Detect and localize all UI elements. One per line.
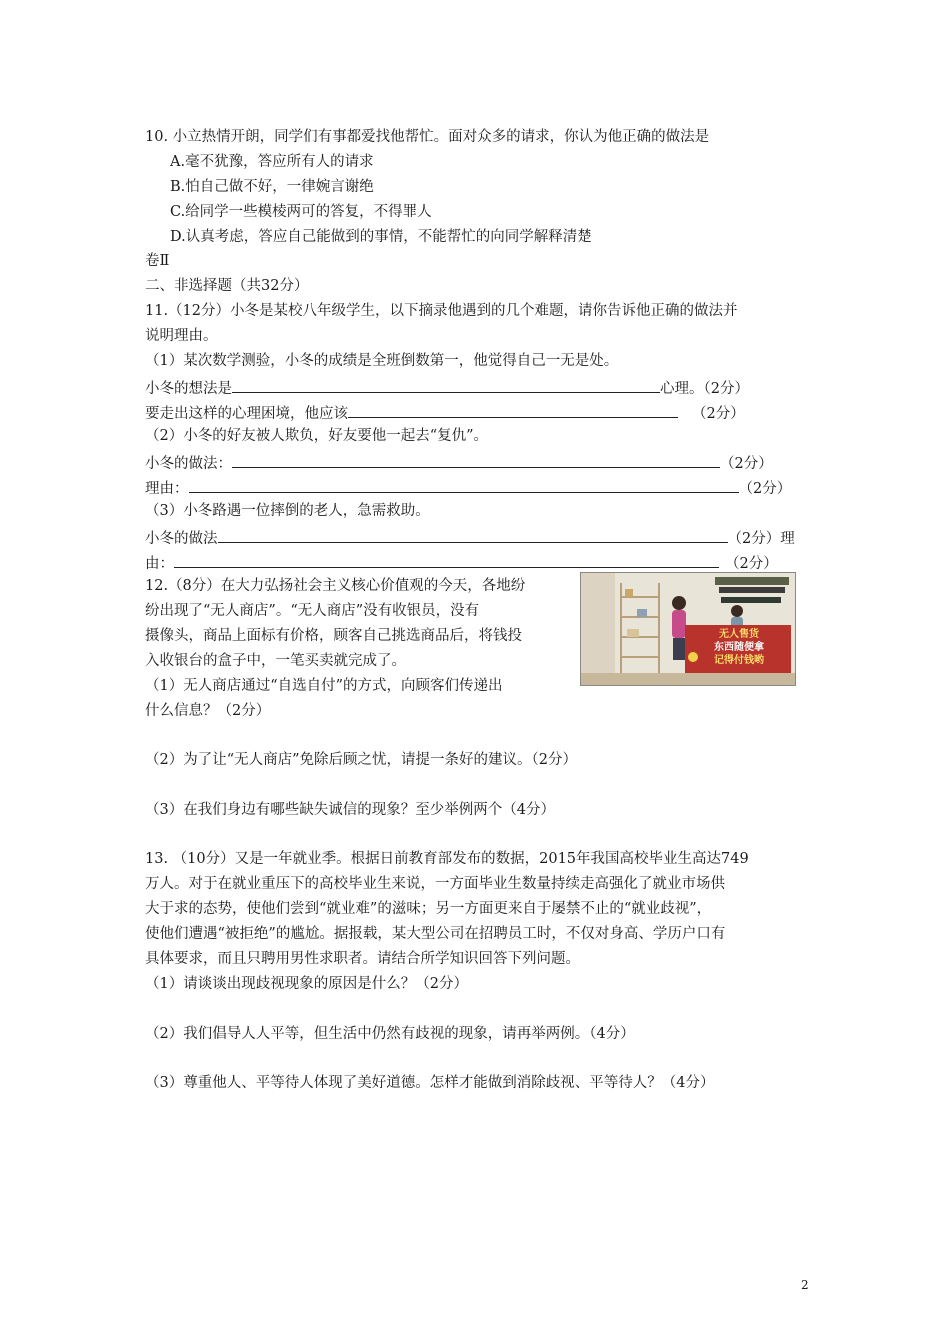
q11-part3-b-suffix: （2分）	[725, 556, 778, 572]
q13-stem-line3: 大于求的态势，使他们尝到“就业难”的滋味；另一方面更来自于屡禁不止的“就业歧视”，	[145, 901, 712, 917]
q11-part1-b-label: 要走出这样的心理困境，他应该	[145, 406, 348, 422]
q10-option-d: D.认真考虑，答应自己能做到的事情，不能帮忙的向同学解释清楚	[170, 229, 592, 245]
q12-stem-line2: 纷出现了“无人商店”。“无人商店”没有收银员，没有	[145, 603, 480, 619]
q11-part2: （2）小冬的好友被人欺负，好友要他一起去“复仇”。	[145, 428, 489, 444]
store-banner-line2: 东西随便拿	[714, 642, 764, 653]
q11-part2-answer-b	[145, 476, 791, 499]
q11-part1-b-blank[interactable]	[348, 401, 678, 418]
q11-part2-a-blank[interactable]	[232, 451, 720, 468]
q12-sub1-line2: 什么信息？（2分）	[145, 703, 271, 719]
q11-part1-a-suffix: 心理。（2分）	[660, 381, 749, 397]
q11-part1: （1）某次数学测验，小冬的成绩是全班倒数第一，他觉得自己一无是处。	[145, 353, 619, 369]
q13-stem-line1: 13. （10分）又是一年就业季。根据日前教育部发布的数据，2015年我国高校毕业生高达749	[145, 851, 749, 867]
q12-sub3: （3）在我们身边有哪些缺失诚信的现象？至少举例两个（4分）	[145, 802, 555, 818]
q11-part2-b-blank[interactable]	[189, 476, 739, 493]
q10-option-a: A.毫不犹豫，答应所有人的请求	[170, 154, 374, 170]
page-number: 2	[801, 1278, 809, 1292]
q10-option-b: B.怕自己做不好，一律婉言谢绝	[170, 179, 374, 195]
store-banner	[689, 628, 789, 667]
q11-part2-b-label: 理由：	[145, 481, 189, 497]
section-title: 二、非选择题（共32分）	[145, 278, 309, 294]
paper-part-label: 卷Ⅱ	[145, 253, 170, 269]
q13-stem-line2: 万人。对于在就业重压下的高校毕业生来说，一方面毕业生数量持续走高强化了就业市场供	[145, 876, 725, 892]
q10-option-c: C.给同学一些模棱两可的答复，不得罪人	[170, 204, 432, 220]
q11-part3-b-label: 由：	[145, 556, 174, 572]
q11-part3-a-blank[interactable]	[218, 526, 728, 543]
q11-part1-a-blank[interactable]	[232, 376, 660, 393]
q11-part1-b-suffix: （2分）	[692, 406, 745, 422]
q12-sub1-line1: （1）无人商店通过“自选自付”的方式，向顾客们传递出	[145, 678, 503, 694]
store-banner-line1: 无人售货	[719, 629, 759, 640]
store-banner-line3: 记得付钱哟	[714, 655, 764, 666]
q11-stem-line2: 说明理由。	[145, 328, 218, 344]
q11-part3-b-blank[interactable]	[174, 551, 719, 568]
q11-part2-a-suffix: （2分）	[720, 456, 773, 472]
q11-part3-answer-b	[145, 551, 778, 574]
q11-part3-a-suffix: （2分）理	[727, 531, 795, 547]
q13-sub1: （1）请谈谈出现歧视现象的原因是什么？（2分）	[145, 976, 468, 992]
q12-sub2: （2）为了让“无人商店”免除后顾之忧，请提一条好的建议。（2分）	[145, 752, 578, 768]
q11-part2-b-suffix: （2分）	[738, 481, 792, 497]
q11-stem-line1: 11.（12分）小冬是某校八年级学生，以下摘录他遇到的几个难题，请你告诉他正确的做法并	[145, 303, 738, 319]
q12-stem-line3: 摄像头，商品上面标有价格，顾客自己挑选商品后，将钱投	[145, 628, 522, 644]
q13-stem-line4: 使他们遭遇“被拒绝”的尴尬。据报载，某大型公司在招聘员工时，不仅对身高、学历户口有	[145, 926, 726, 942]
q11-part1-answer-a	[145, 376, 749, 399]
q11-part3-answer-a	[145, 526, 795, 549]
q11-part1-a-label: 小冬的想法是	[145, 381, 232, 397]
q13-stem-line5: 具体要求，而且只聘用男性求职者。请结合所学知识回答下列问题。	[145, 951, 580, 967]
q11-part2-a-label: 小冬的做法：	[145, 456, 232, 472]
q12-stem-line4: 入收银台的盒子中，一笔买卖就完成了。	[145, 653, 406, 669]
q11-part2-answer-a	[145, 451, 773, 474]
unmanned-store-photo	[580, 572, 796, 686]
q12-stem-line1: 12.（8分）在大力弘扬社会主义核心价值观的今天，各地纷	[145, 578, 526, 594]
q11-part1-answer-b	[145, 401, 745, 424]
q11-part3: （3）小冬路遇一位摔倒的老人，急需救助。	[145, 503, 430, 519]
q13-sub3: （3）尊重他人、平等待人体现了美好道德。怎样才能做到消除歧视、平等待人？（4分）	[145, 1075, 715, 1091]
q10-stem: 10. 小立热情开朗，同学们有事都爱找他帮忙。面对众多的请求，你认为他正确的做法是	[145, 129, 710, 145]
q11-part3-a-label: 小冬的做法	[145, 531, 218, 547]
q13-sub2: （2）我们倡导人人平等，但生活中仍然有歧视的现象，请再举两例。（4分）	[145, 1026, 635, 1042]
